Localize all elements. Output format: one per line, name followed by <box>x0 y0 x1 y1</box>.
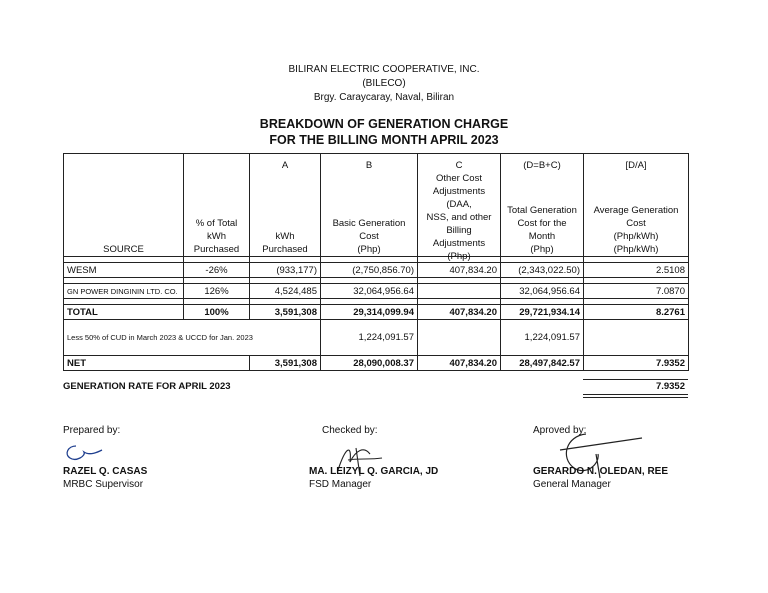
header-total-cost: (D=B+C) Total Generation Cost for the Month (Php) <box>501 154 584 257</box>
cell-other: 407,834.20 <box>418 263 501 278</box>
cell-less-label: Less 50% of CUD in March 2023 & UCCD for Jan. 2023 <box>64 320 321 356</box>
table-row-total <box>64 305 689 320</box>
cell-other <box>418 320 501 356</box>
company-abbr: (BILECO) <box>362 78 406 89</box>
cell-kwh: (933,177) <box>250 263 321 278</box>
signature-casas-image <box>62 440 112 466</box>
cell-basic: 28,090,008.37 <box>321 356 418 371</box>
cell-source: WESM <box>64 263 184 278</box>
cell-total: 28,497,842.57 <box>501 356 584 371</box>
cell-total: 29,721,934.14 <box>501 305 584 320</box>
cell-total: 1,224,091.57 <box>501 320 584 356</box>
checked-by-label: Checked by: <box>322 425 378 436</box>
prepared-by-label: Prepared by: <box>63 425 121 436</box>
rate-top-rule <box>583 379 688 380</box>
table-row-less-cud <box>64 320 689 356</box>
cell-source: TOTAL <box>64 305 184 320</box>
cell-basic: 32,064,956.64 <box>321 284 418 299</box>
generation-rate-value: 7.9352 <box>655 381 685 392</box>
cell-avg: 2.5108 <box>584 263 689 278</box>
document-title: BREAKDOWN OF GENERATION CHARGE <box>259 117 509 131</box>
cell-total: 32,064,956.64 <box>501 284 584 299</box>
cell-avg: 8.2761 <box>584 305 689 320</box>
cell-avg <box>584 320 689 356</box>
table-row-wesm <box>64 263 689 278</box>
rate-underline-2 <box>583 397 688 398</box>
preparer-name: RAZEL Q. CASAS <box>63 466 148 477</box>
header-average-cost: [D/A] Average Generation Cost (Php/kWh) (Php/kWh) <box>584 154 689 257</box>
approver-title: General Manager <box>533 479 611 490</box>
cell-other: 407,834.20 <box>418 305 501 320</box>
approved-by-label: Aproved by: <box>533 425 587 436</box>
cell-basic: 29,314,099.94 <box>321 305 418 320</box>
cell-percent: -26% <box>184 263 250 278</box>
document-subtitle: FOR THE BILLING MONTH APRIL 2023 <box>269 133 499 147</box>
company-name: BILIRAN ELECTRIC COOPERATIVE, INC. <box>288 64 480 75</box>
generation-charge-table <box>63 153 689 371</box>
generation-rate-label: GENERATION RATE FOR APRIL 2023 <box>63 381 231 392</box>
cell-kwh: 4,524,485 <box>250 284 321 299</box>
cell-total: (2,343,022.50) <box>501 263 584 278</box>
checker-title: FSD Manager <box>309 479 372 490</box>
checker-name: MA. LEIZYL Q. GARCIA, JD <box>309 466 439 477</box>
table-row-gn-power <box>64 284 689 299</box>
table-row-net <box>64 356 689 371</box>
header-other-cost: C Other Cost Adjustments (DAA, NSS, and other Billing Adjustments (Php) <box>418 154 501 257</box>
header-basic-cost: B Basic Generation Cost (Php) <box>321 154 418 257</box>
rate-underline-1 <box>583 394 688 395</box>
preparer-title: MRBC Supervisor <box>63 479 144 490</box>
cell-other <box>418 284 501 299</box>
cell-basic: 1,224,091.57 <box>321 320 418 356</box>
cell-source: NET <box>64 356 250 371</box>
cell-source: GN POWER DINGININ LTD. CO. <box>64 284 184 299</box>
cell-percent: 126% <box>184 284 250 299</box>
header-source: SOURCE <box>64 154 184 257</box>
header-percent: % of Total kWh Purchased <box>184 154 250 257</box>
header-kwh: A kWh Purchased <box>250 154 321 257</box>
company-address: Brgy. Caraycaray, Naval, Biliran <box>313 92 455 103</box>
cell-basic: (2,750,856.70) <box>321 263 418 278</box>
cell-percent: 100% <box>184 305 250 320</box>
approver-name: GERARDO N. OLEDAN, REE <box>533 466 669 477</box>
table-header-row <box>64 154 689 257</box>
cell-kwh: 3,591,308 <box>250 356 321 371</box>
cell-avg: 7.9352 <box>584 356 689 371</box>
cell-avg: 7.0870 <box>584 284 689 299</box>
cell-other: 407,834.20 <box>418 356 501 371</box>
cell-kwh: 3,591,308 <box>250 305 321 320</box>
